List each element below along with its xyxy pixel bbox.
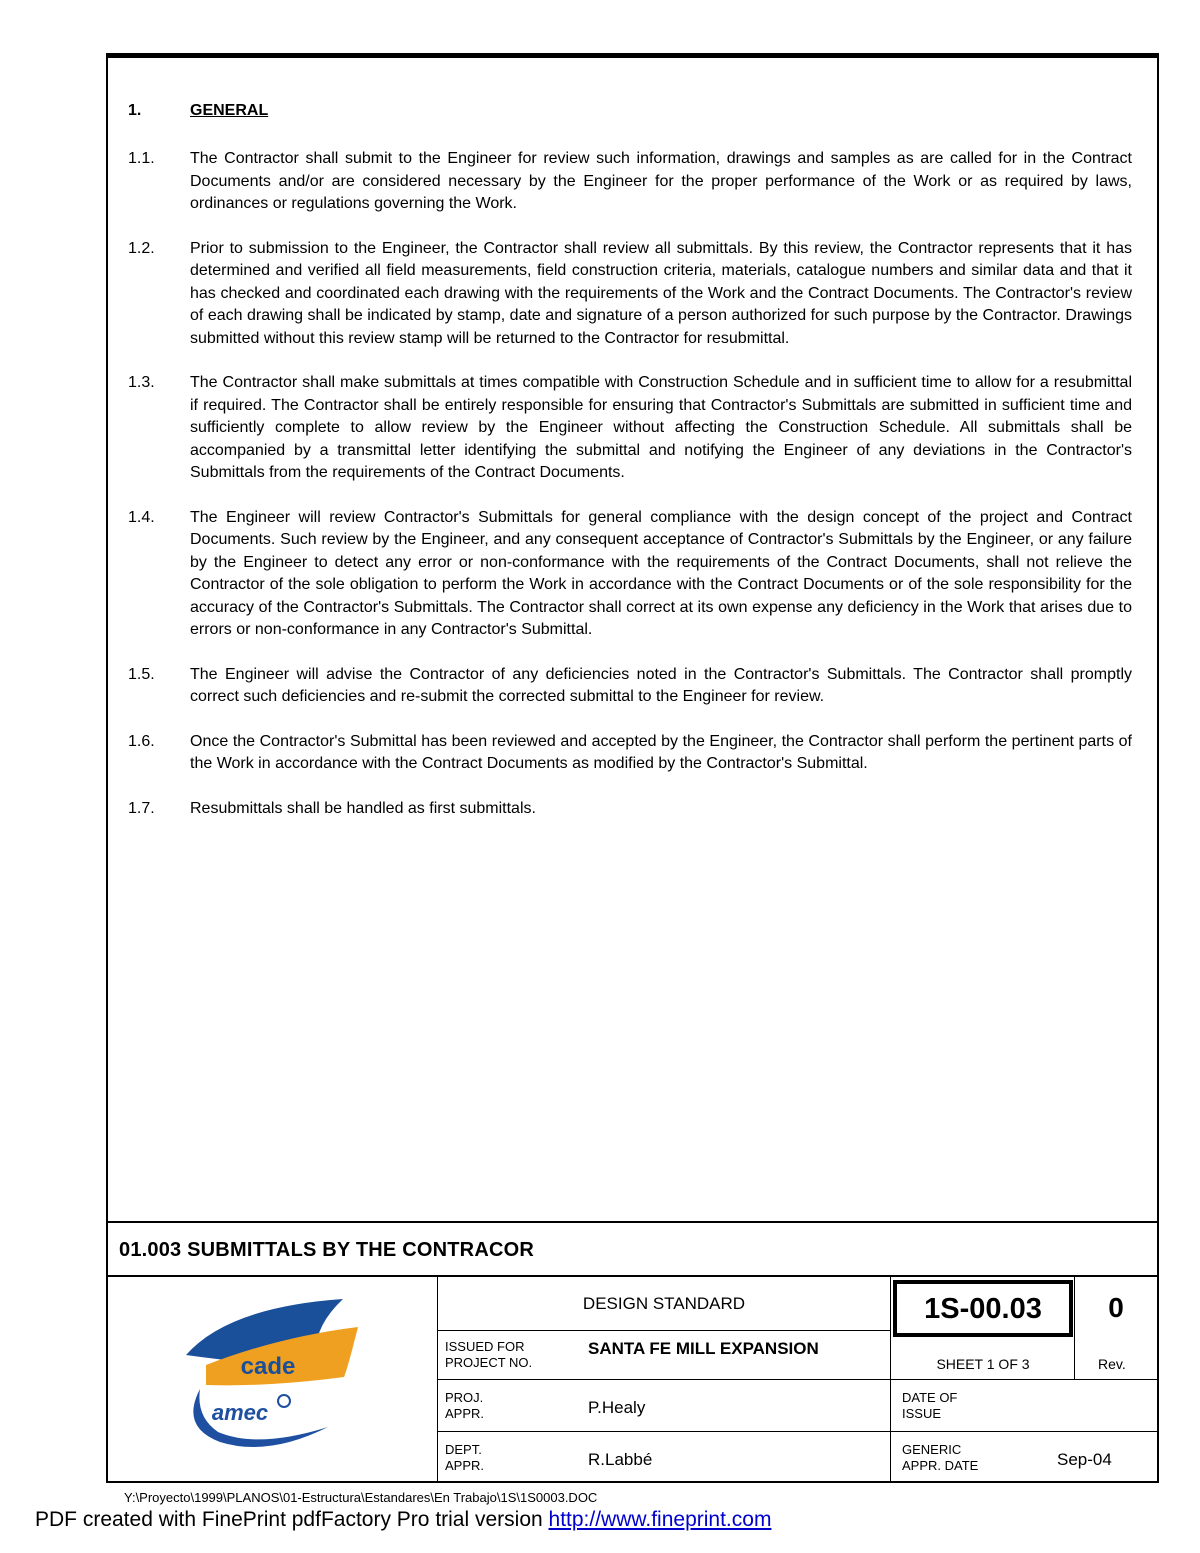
document-number: 1S-00.03 [893, 1280, 1073, 1337]
rev-label: Rev. [1098, 1356, 1126, 1372]
issue-label-line: ISSUE [902, 1406, 942, 1421]
dept-label-line: DEPT. [445, 1442, 482, 1457]
section-number: 1. [128, 102, 142, 119]
issued-for-label-line: ISSUED FOR [445, 1339, 525, 1354]
dept-appr-value: R.Labbé [588, 1450, 653, 1469]
appr-label-line: APPR. [445, 1406, 485, 1421]
clause-text: The Engineer will advise the Contractor of any deficiencies noted in the Contractor's Submittals. The Contractor shall promptly correct such deficiencies and re-submit the corrected submittal to the Engineer for review. [190, 665, 1132, 705]
clause-item [128, 148, 1132, 216]
issued-for-label [445, 1339, 532, 1371]
dept-appr-label [445, 1442, 484, 1474]
clause-list [128, 148, 1132, 842]
generic-label-line: GENERIC [902, 1442, 962, 1457]
clause-number: 1.7. [128, 799, 155, 817]
project-no-label-line: PROJECT NO. [445, 1355, 533, 1370]
clause-number: 1.5. [128, 665, 155, 683]
appr-date-label-line: APPR. DATE [902, 1458, 979, 1473]
amec-logo-mark-icon [278, 1395, 290, 1407]
grid-divider [1074, 1277, 1075, 1379]
cade-logo-text: cade [240, 1353, 296, 1380]
clause-number: 1.1. [128, 150, 155, 167]
clause-text: The Contractor shall submit to the Engineer for review such information, drawings and samples as are called for in the Contract Documents and/or are considered necessary by the Engineer for the proper performance of the Work or as required by laws, ordinances or regulations governing the Work. [190, 150, 1132, 212]
document-title-row [106, 1221, 1159, 1277]
grid-divider [437, 1330, 890, 1331]
pdf-note-text: PDF created with FinePrint pdfFactory Pro trial version [35, 1508, 549, 1531]
file-path: Y:\Proyecto\1999\PLANOS\01-Estructura\Estandares\En Trabajo\1S\1S0003.DOC [124, 1490, 598, 1505]
clause-item [128, 238, 1132, 351]
clause-item [128, 372, 1132, 485]
date-of-issue-label [902, 1390, 957, 1422]
design-standard-label: DESIGN STANDARD [582, 1294, 746, 1313]
clause-text: The Contractor shall make submittals at times compatible with Construction Schedule and in sufficient time to allow for a resubmittal if required. The Contractor shall be entirely responsible for ensuring that Contractor's Submittals are submitted in sufficient time and sufficiently complete to allow review by the Engineer without affecting the Construction Schedule. All submittals shall be accompanied by a transmittal letter identifying the submittal and notifying the Engineer of any deviations in the Contractor's Submittals from the requirements of the Contract Documents. [190, 374, 1132, 481]
grid-divider [437, 1431, 1157, 1432]
clause-number: 1.3. [128, 374, 155, 391]
generic-appr-date-label [902, 1442, 978, 1474]
sheet-number: SHEET 1 OF 3 [936, 1356, 1030, 1372]
clause-number: 1.4. [128, 508, 155, 526]
cade-amec-logo [108, 1277, 438, 1481]
clause-item [128, 507, 1132, 642]
clause-text: Once the Contractor's Submittal has been reviewed and accepted by the Engineer, the Contractor shall perform the pertinent parts of the Work in accordance with the Contract Documents as modified by the Contractor's Submittal. [190, 732, 1132, 772]
clause-text: The Engineer will review Contractor's Submittals for general compliance with the design concept of the project and Contract Documents. Such review by the Engineer, and any consequent acceptance of Contractor's Submittals by the Engineer, or any failure by the Engineer to detect any error or non-conformance with the requirements of the Contract Documents, shall not relieve the Contractor of the sole obligation to perform the Work in accordance with the Contract Documents or of the sole responsibility for the accuracy of the Contractor's Submittals. The Contractor shall correct at its own expense any deficiency in the Work that arises due to errors or non-conformance in any Contractor's Submittal. [190, 508, 1132, 638]
appr-label-line: APPR. [445, 1458, 485, 1473]
clause-item [128, 731, 1132, 776]
clause-number: 1.2. [128, 239, 155, 257]
clause-item [128, 798, 1132, 821]
generic-appr-date-value: Sep-04 [1057, 1450, 1112, 1469]
company-logos [108, 1277, 438, 1481]
project-name: SANTA FE MILL EXPANSION [588, 1339, 819, 1358]
grid-divider [437, 1379, 1157, 1380]
proj-appr-label [445, 1390, 484, 1422]
section-heading [128, 102, 268, 120]
proj-label-line: PROJ. [445, 1390, 484, 1405]
amec-logo-text: amec [211, 1400, 269, 1425]
revision-number: 0 [1108, 1292, 1124, 1323]
date-of-label-line: DATE OF [902, 1390, 958, 1405]
document-title: 01.003 SUBMITTALS BY THE CONTRACOR [119, 1239, 535, 1261]
pdf-creator-note [35, 1508, 771, 1532]
clause-number: 1.6. [128, 732, 155, 750]
clause-item [128, 664, 1132, 709]
section-title: GENERAL [190, 102, 269, 119]
proj-appr-value: P.Healy [588, 1398, 646, 1417]
clause-text: Resubmittals shall be handled as first submittals. [190, 799, 536, 817]
fineprint-link[interactable]: http://www.fineprint.com [548, 1508, 772, 1531]
clause-text: Prior to submission to the Engineer, the Contractor shall review all submittals. By this review, the Contractor represents that it has determined and verified all field measurements, field construction criteria, materials, catalogue numbers and similar data and that it has checked and coordinated each drawing with the requirements of the Work and the Contract Documents. The Contractor's review of each drawing shall be indicated by stamp, date and signature of a person authorized for such purpose by the Contractor. Drawings submitted without this review stamp will be returned to the Contractor for resubmittal. [190, 239, 1132, 347]
